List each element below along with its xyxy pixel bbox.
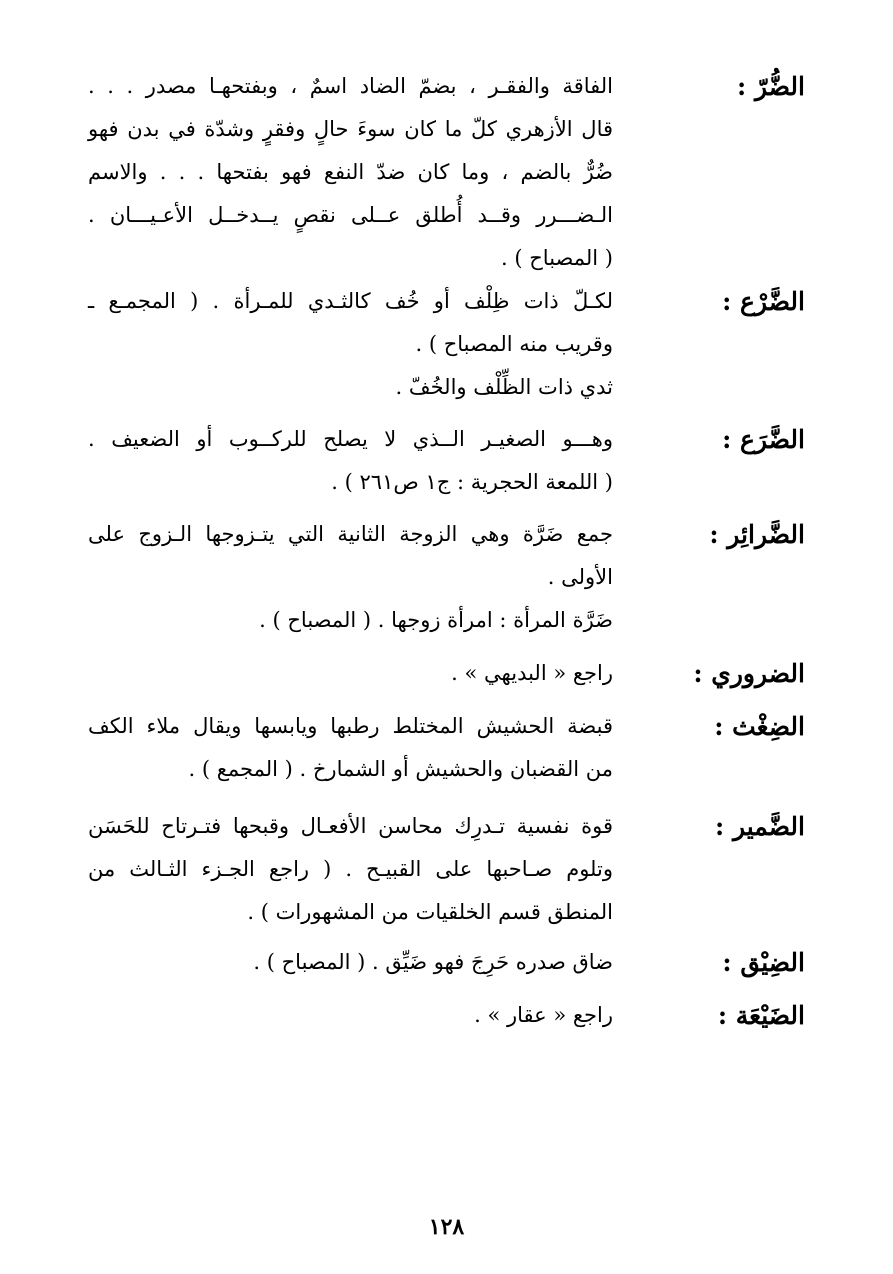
entry-term: الضَّرْع : [722, 287, 805, 316]
definition-line: ضُرٌّ بالضم ، وما كان ضدّ النفع فهو بفتحها . . . والاسم [88, 160, 613, 184]
entry-term: الضَيْعَة : [717, 1001, 805, 1030]
definition-line: راجع « البديهي » . [451, 661, 613, 685]
definition-line: الأولى . [547, 565, 613, 589]
definition-line: قال الأزهري كلّ ما كان سوءَ حالٍ وفقرٍ وشدّة في بدن فهو [88, 117, 613, 141]
definition-line: ( المصباح ) . [501, 246, 613, 270]
entry-term: الضَّرَع : [722, 425, 805, 454]
definition-line: ضَرَّة المرأة : امرأة زوجها . ( المصباح ) . [259, 608, 613, 632]
definition-line: ثدي ذات الظِّلْف والخُفّ . [395, 375, 613, 399]
entry-term: الضُّرّ : [737, 72, 805, 101]
definition-line: وهـــو الصغيـر الــذي لا يصلح للركــوب أو الضعيف . [88, 427, 613, 451]
entry-term: الضِغْث : [714, 712, 805, 741]
entry-term: الضَّرائِر : [709, 520, 805, 549]
definition-line: وقريب منه المصباح ) . [415, 332, 613, 356]
definition-line: ( اللمعة الحجرية : ج١ ص٢٦١ ) . [331, 470, 613, 494]
page-number: ١٢٨ [428, 1214, 465, 1240]
definition-line: جمع ضَرَّة وهي الزوجة الثانية التي يتـزوجها الـزوج على [88, 522, 613, 546]
definition-line: قبضة الحشيش المختلط رطبها ويابسها ويقال ملاء الكف [88, 714, 613, 738]
definition-line: وتلوم صـاحبها على القبيـح . ( راجع الجـزء الثـالث من [88, 857, 613, 881]
definition-line: قوة نفسية تـدرِك محاسن الأفعـال وقبحها فتـرتاح للحَسَن [88, 814, 613, 838]
entry-term: الضروري : [693, 659, 805, 688]
definition-line: من القضبان والحشيش أو الشمارخ . ( المجمع ) . [188, 757, 613, 781]
definition-line: المنطق قسم الخلقيات من المشهورات ) . [247, 900, 613, 924]
entry-term: الضَّمير : [715, 812, 805, 841]
definition-line: الـضـــرر وقــد أُطلق عــلى نقصٍ يــدخــل الأعـيـــان . [88, 203, 613, 227]
definition-line: راجع « عقار » . [474, 1003, 613, 1027]
entry-term: الضِيْق : [722, 948, 805, 977]
definition-line: الفاقة والفقـر ، بضمّ الضاد اسمٌ ، وبفتحهـا مصدر . . . [88, 74, 613, 98]
definition-line: ضاق صدره حَرِجَ فهو ضَيِّق . ( المصباح ) . [253, 950, 613, 974]
definition-line: لكـلّ ذات ظِلْف أو خُف كالثـدي للمـرأة . ( المجمـع ـ [88, 289, 613, 313]
